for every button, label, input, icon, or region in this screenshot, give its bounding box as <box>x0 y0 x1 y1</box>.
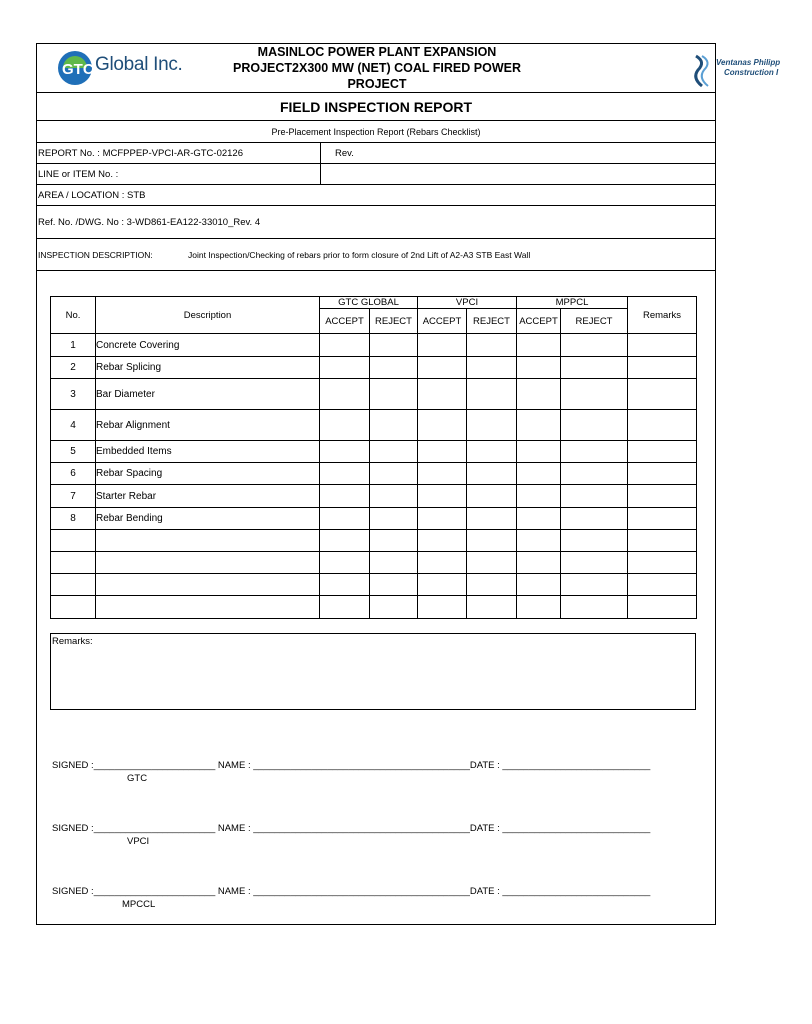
report-subtitle-row <box>37 121 715 143</box>
row-number: 6 <box>51 463 96 485</box>
table-row <box>51 357 697 379</box>
mppcl-reject-cell[interactable] <box>561 530 628 552</box>
mppcl-reject-cell[interactable] <box>561 596 628 619</box>
inspection-desc: Joint Inspection/Checking of rebars prior to form closure of 2nd Lift of A2-A3 STB East Wall <box>188 249 531 260</box>
vpci-reject-cell[interactable] <box>467 552 517 574</box>
gtc-accept-cell[interactable] <box>320 410 370 441</box>
row-description <box>96 596 320 619</box>
report-subtitle: Pre-Placement Inspection Report (Rebars Checklist) <box>271 126 481 137</box>
ref-no: Ref. No. /DWG. No : 3-WD861-EA122-33010_Rev. 4 <box>38 216 261 228</box>
mppcl-reject-cell[interactable] <box>561 334 628 357</box>
table-row <box>51 334 697 357</box>
gtc-accept-cell[interactable] <box>320 530 370 552</box>
report-title-row <box>37 93 715 121</box>
gtc-accept-cell[interactable] <box>320 334 370 357</box>
project-title: MASINLOC POWER PLANT EXPANSION PROJECT2X300 MW (NET) COAL FIRED POWER PROJECT <box>233 45 521 91</box>
vpci-accept-cell[interactable] <box>418 441 467 463</box>
table-row <box>51 441 697 463</box>
inspection-label: INSPECTION DESCRIPTION: <box>38 249 153 260</box>
gtc-accept-cell[interactable] <box>320 357 370 379</box>
area-location: AREA / LOCATION : STB <box>38 189 146 201</box>
table-row <box>51 485 697 508</box>
gtc-accept-cell[interactable] <box>320 508 370 530</box>
gtc-reject-cell[interactable] <box>370 357 418 379</box>
vpci-accept-cell[interactable] <box>418 574 467 596</box>
vpci-reject-cell[interactable] <box>467 596 517 619</box>
gtc-accept-cell[interactable] <box>320 485 370 508</box>
mppcl-reject-cell[interactable] <box>561 508 628 530</box>
mppcl-reject-cell[interactable] <box>561 552 628 574</box>
gtc-accept-cell[interactable] <box>320 441 370 463</box>
vpci-reject-cell[interactable] <box>467 441 517 463</box>
ref-no-row <box>37 206 715 239</box>
gtc-reject-cell[interactable] <box>370 485 418 508</box>
vpci-accept-cell[interactable] <box>418 334 467 357</box>
row-description: Bar Diameter <box>96 379 320 410</box>
remarks-cell[interactable] <box>628 441 697 463</box>
gtc-reject-cell[interactable] <box>370 596 418 619</box>
gtc-accept-cell[interactable] <box>320 379 370 410</box>
table-row <box>51 574 697 596</box>
vpci-accept: ACCEPT <box>418 309 467 334</box>
row-description: Rebar Alignment <box>96 410 320 441</box>
row-description <box>96 574 320 596</box>
rev-field: Rev. <box>320 143 716 163</box>
table-row <box>51 410 697 441</box>
row-number: 1 <box>51 334 96 357</box>
gtc-accept-cell[interactable] <box>320 552 370 574</box>
row-description: Starter Rebar <box>96 485 320 508</box>
row-number: 4 <box>51 410 96 441</box>
col-remarks: Remarks <box>628 297 697 334</box>
mppcl-reject-cell[interactable] <box>561 379 628 410</box>
mppcl-accept-cell[interactable] <box>517 596 561 619</box>
mppcl-reject-cell[interactable] <box>561 485 628 508</box>
row-description: Rebar Spacing <box>96 463 320 485</box>
gtc-accept-cell[interactable] <box>320 574 370 596</box>
vpci-reject-cell[interactable] <box>467 574 517 596</box>
vpci-accept-cell[interactable] <box>418 508 467 530</box>
gtc-reject-cell[interactable] <box>370 441 418 463</box>
mppcl-accept-cell[interactable] <box>517 441 561 463</box>
remarks-label: Remarks: <box>52 636 93 647</box>
row-description: Embedded Items <box>96 441 320 463</box>
vpci-accept-cell[interactable] <box>418 379 467 410</box>
mppcl-reject-cell[interactable] <box>561 410 628 441</box>
row-number: 2 <box>51 357 96 379</box>
vpci-accept-cell[interactable] <box>418 485 467 508</box>
signature-line-vpci: SIGNED :_______________________ NAME : _________________________________________DATE : ____________________________ <box>52 823 651 834</box>
vpci-accept-cell[interactable] <box>418 357 467 379</box>
row-number <box>51 596 96 619</box>
vpci-reject-cell[interactable] <box>467 357 517 379</box>
line-item: LINE or ITEM No. : <box>38 168 119 180</box>
gtc-accept-cell[interactable] <box>320 463 370 485</box>
row-number <box>51 530 96 552</box>
group-vpci: VPCI <box>418 297 517 309</box>
signature-org-vpci: VPCI <box>127 836 150 847</box>
vpci-accept-cell[interactable] <box>418 530 467 552</box>
company-name: Global Inc. <box>95 54 183 75</box>
row-description: Rebar Splicing <box>96 357 320 379</box>
row-number: 3 <box>51 379 96 410</box>
signature-line-gtc: SIGNED :_______________________ NAME : _________________________________________DATE : ____________________________ <box>52 760 651 771</box>
inspection-report-form <box>36 43 781 925</box>
vpci-reject-cell[interactable] <box>467 463 517 485</box>
vpci-accept-cell[interactable] <box>418 552 467 574</box>
group-mppcl: MPPCL <box>517 297 628 309</box>
vpci-accept-cell[interactable] <box>418 410 467 441</box>
svg-text:GTC: GTC <box>62 61 94 78</box>
mppcl-accept-cell[interactable] <box>517 552 561 574</box>
remarks-cell[interactable] <box>628 463 697 485</box>
table-row <box>51 552 697 574</box>
gtc-reject: REJECT <box>370 309 418 334</box>
row-description: Concrete Covering <box>96 334 320 357</box>
mppcl-accept-cell[interactable] <box>517 410 561 441</box>
mppcl-accept-cell[interactable] <box>517 379 561 410</box>
rebar-checklist-table <box>50 296 697 619</box>
mppcl-reject-cell[interactable] <box>561 441 628 463</box>
row-number: 5 <box>51 441 96 463</box>
mppcl-reject-cell[interactable] <box>561 574 628 596</box>
table-row <box>51 379 697 410</box>
vpci-reject-cell[interactable] <box>467 508 517 530</box>
report-title: FIELD INSPECTION REPORT <box>279 98 473 115</box>
line-item-row <box>37 164 715 185</box>
vpci-accept-cell[interactable] <box>418 596 467 619</box>
gtc-reject-cell[interactable] <box>370 410 418 441</box>
remarks-cell[interactable] <box>628 357 697 379</box>
gtc-reject-cell[interactable] <box>370 552 418 574</box>
row-number: 7 <box>51 485 96 508</box>
mppcl-reject-cell[interactable] <box>561 357 628 379</box>
gtc-reject-cell[interactable] <box>370 379 418 410</box>
remarks-cell[interactable] <box>628 410 697 441</box>
remarks-cell[interactable] <box>628 379 697 410</box>
partner-name: Ventanas Philipp Construction I <box>716 58 781 77</box>
form-header <box>37 44 781 93</box>
gtc-accept: ACCEPT <box>320 309 370 334</box>
mppcl-accept-cell[interactable] <box>517 485 561 508</box>
gtc-reject-cell[interactable] <box>370 334 418 357</box>
remarks-cell[interactable] <box>628 596 697 619</box>
remarks-cell[interactable] <box>628 485 697 508</box>
mppcl-accept-cell[interactable] <box>517 574 561 596</box>
vpci-reject-cell[interactable] <box>467 334 517 357</box>
group-gtc: GTC GLOBAL <box>320 297 418 309</box>
gtc-accept-cell[interactable] <box>320 596 370 619</box>
table-row <box>51 530 697 552</box>
row-number <box>51 574 96 596</box>
row-number: 8 <box>51 508 96 530</box>
vpci-accept-cell[interactable] <box>418 463 467 485</box>
mppcl-reject: REJECT <box>561 309 628 334</box>
col-description: Description <box>96 297 320 334</box>
vpci-reject-cell[interactable] <box>467 530 517 552</box>
table-row <box>51 508 697 530</box>
mppcl-reject-cell[interactable] <box>561 463 628 485</box>
gtc-reject-cell[interactable] <box>370 574 418 596</box>
mppcl-accept-cell[interactable] <box>517 334 561 357</box>
row-number <box>51 552 96 574</box>
gtc-reject-cell[interactable] <box>370 463 418 485</box>
mppcl-accept-cell[interactable] <box>517 463 561 485</box>
signature-org-gtc: GTC <box>127 773 148 784</box>
mppcl-accept-cell[interactable] <box>517 530 561 552</box>
area-location-row <box>37 185 715 206</box>
table-row <box>51 596 697 619</box>
table-row <box>51 463 697 485</box>
row-description <box>96 552 320 574</box>
vpci-reject-cell[interactable] <box>467 379 517 410</box>
row-description <box>96 530 320 552</box>
vpci-reject-cell[interactable] <box>467 485 517 508</box>
gtc-reject-cell[interactable] <box>370 508 418 530</box>
mppcl-accept: ACCEPT <box>517 309 561 334</box>
remarks-cell[interactable] <box>628 552 697 574</box>
vpci-reject-cell[interactable] <box>467 410 517 441</box>
remarks-box[interactable] <box>50 633 696 710</box>
gtc-reject-cell[interactable] <box>370 530 418 552</box>
remarks-cell[interactable] <box>628 334 697 357</box>
row-description: Rebar Bending <box>96 508 320 530</box>
report-no: REPORT No. : MCFPPEP-VPCI-AR-GTC-02126 <box>38 147 244 159</box>
report-no-row <box>37 143 715 164</box>
line-item-value <box>320 164 716 184</box>
inspection-desc-row <box>37 239 715 271</box>
col-no: No. <box>51 297 96 334</box>
remarks-cell[interactable] <box>628 508 697 530</box>
mppcl-accept-cell[interactable] <box>517 357 561 379</box>
remarks-cell[interactable] <box>628 530 697 552</box>
signature-line-mpccl: SIGNED :_______________________ NAME : _________________________________________DATE : ____________________________ <box>52 886 651 897</box>
mppcl-accept-cell[interactable] <box>517 508 561 530</box>
signature-org-mpccl: MPCCL <box>122 899 156 910</box>
remarks-cell[interactable] <box>628 574 697 596</box>
vpci-reject: REJECT <box>467 309 517 334</box>
